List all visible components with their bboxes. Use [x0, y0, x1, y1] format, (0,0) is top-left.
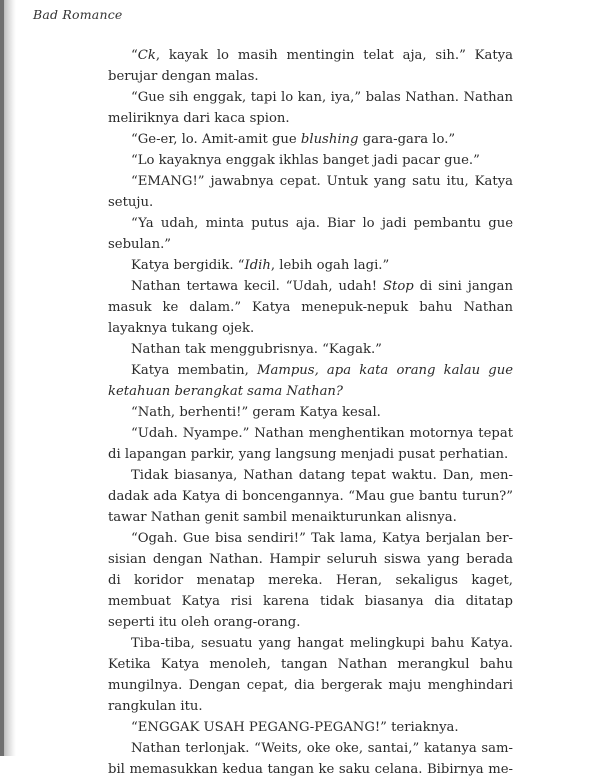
- text-run: “Ge-er, lo. Amit-amit gue: [131, 132, 301, 147]
- text-run: , lebih ogah lagi.”: [270, 258, 390, 273]
- text-run: Katya membatin,: [131, 363, 257, 378]
- text-run: “Gue sih enggak, tapi lo kan, iya,” balas Nathan. Nathan meliriknya dari kaca spion.: [108, 90, 513, 126]
- paragraph: [108, 423, 513, 465]
- text-run: gara-gara lo.”: [358, 132, 456, 147]
- paragraph: [108, 402, 513, 423]
- italic-text: Ck: [137, 48, 156, 63]
- paragraph: [108, 45, 513, 87]
- paragraph: [108, 150, 513, 171]
- italic-text: blushing: [300, 132, 359, 147]
- page-edge: [0, 0, 4, 756]
- text-run: Tidak biasanya, Nathan datang tepat waktu. Dan, mendadak ada Katya di boncengannya. “Mau gue bantu turun?” tawar Nathan genit sambil menaikturunkan alisnya.: [108, 468, 513, 525]
- text-run: Nathan terlonjak. “Weits, oke oke, santai,” katanya sambil memasukkan kedua tangan ke saku celana. Bibirnya me-: [108, 741, 513, 777]
- paragraph: [108, 528, 513, 633]
- paragraph: [108, 738, 513, 780]
- text-run: Nathan tak menggubrisnya. “Kagak.”: [131, 342, 382, 357]
- text-run: Katya bergidik. “: [131, 258, 245, 273]
- paragraph: [108, 360, 513, 402]
- page-gutter-shadow: [0, 0, 16, 756]
- italic-text: Mampus, apa kata orang kalau gue ketahuan berangkat sama Nathan?: [108, 363, 514, 399]
- text-run: Nathan tertawa kecil. “Udah, udah!: [131, 279, 383, 294]
- paragraph: [108, 255, 513, 276]
- italic-text: Idih: [244, 258, 271, 273]
- body-text: [108, 45, 513, 780]
- paragraph: [108, 276, 513, 339]
- running-head-title: Bad Romance: [33, 7, 123, 22]
- text-run: “ENGGAK USAH PEGANG-PEGANG!” teriaknya.: [131, 720, 459, 735]
- text-run: “Udah. Nyampe.” Nathan menghentikan motornya tepat di lapangan parkir, yang langsung menjadi pusat perhatian.: [108, 426, 513, 462]
- paragraph: [108, 633, 513, 717]
- text-run: “Ya udah, minta putus aja. Biar lo jadi pembantu gue sebulan.”: [108, 216, 513, 252]
- italic-text: Stop: [382, 279, 414, 294]
- paragraph: [108, 171, 513, 213]
- text-run: , kayak lo masih mentingin telat aja, sih.” Katya berujar dengan malas.: [108, 48, 513, 84]
- text-run: “: [131, 48, 138, 63]
- text-run: “Lo kayaknya enggak ikhlas banget jadi pacar gue.”: [131, 153, 480, 168]
- paragraph: [108, 87, 513, 129]
- text-run: “Nath, berhenti!” geram Katya kesal.: [131, 405, 381, 420]
- paragraph: [108, 717, 513, 738]
- text-run: “Ogah. Gue bisa sendiri!” Tak lama, Katya berjalan bersisian dengan Nathan. Hampir seluruh siswa yang berada di koridor menatap mereka. Heran, sekaligus kaget, membuat Katya risi karena tidak biasanya dia ditatap seperti itu oleh orang-orang.: [108, 531, 513, 630]
- paragraph: [108, 213, 513, 255]
- text-run: di sini jangan masuk ke dalam.” Katya menepuk-nepuk bahu Nathan layaknya tukang ojek.: [108, 279, 513, 336]
- text-run: “EMANG!” jawabnya cepat. Untuk yang satu itu, Katya setuju.: [108, 174, 513, 210]
- text-run: Tiba-tiba, sesuatu yang hangat melingkupi bahu Katya. Ketika Katya menoleh, tangan Nathan merangkul bahu mungilnya. Dengan cepat, dia bergerak maju menghindari rangkulan itu.: [108, 636, 513, 714]
- paragraph: [108, 129, 513, 150]
- paragraph: [108, 465, 513, 528]
- paragraph: [108, 339, 513, 360]
